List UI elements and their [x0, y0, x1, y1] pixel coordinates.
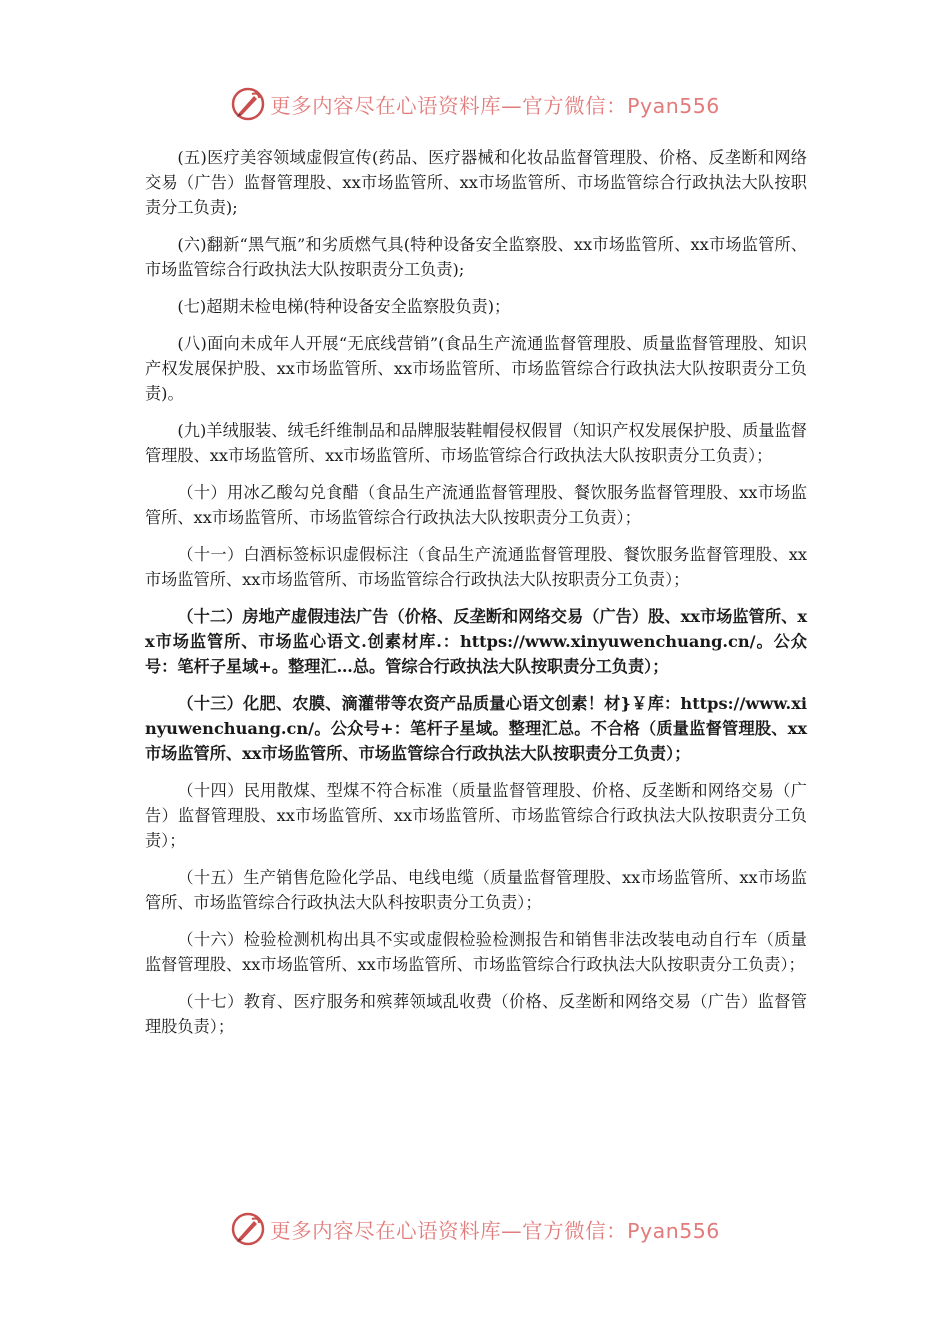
paragraph-item-15: （十五）生产销售危险化学品、电线电缆（质量监督管理股、xx市场监管所、xx市场监管所、市场监管综合行政执法大队科按职责分工负责）；	[145, 868, 807, 912]
paragraph-item-12: （十二）房地产虚假违法广告（价格、反垄断和网络交易（广告）股、xx市场监管所、xx市场监管所、市场监心语文.创素材库.：https://www.xinyuwenchuang.cn/。公众号：笔杆子星域+。整理汇…总。管综合行政执法大队按职责分工负责）；	[145, 607, 807, 676]
banner-text: 更多内容尽在心语资料库—官方微信：Pyan556	[270, 1219, 720, 1243]
paragraph-item-5: (五)医疗美容领域虚假宣传(药品、医疗器械和化妆品监督管理股、价格、反垄断和网络交易（广告）监督管理股、xx市场监管所、xx市场监管所、市场监管综合行政执法大队按职责分工负责);	[145, 148, 807, 217]
paragraph-item-13: （十三）化肥、农膜、滴灌带等农资产品质量心语文创素！材}￥库：https://www.xinyuwenchuang.cn/。公众号+：笔杆子星域。整理汇总。不合格（质量监督管理股、xx市场监管所、xx市场监管所、市场监管综合行政执法大队按职责分工负责）；	[145, 694, 807, 763]
banner-text: 更多内容尽在心语资料库—官方微信：Pyan556	[270, 94, 720, 118]
footer-banner	[0, 1209, 950, 1249]
paragraph-item-6: (六)翻新“黑气瓶”和劣质燃气具(特种设备安全监察股、xx市场监管所、xx市场监管所、市场监管综合行政执法大队按职责分工负责);	[145, 235, 807, 279]
paragraph-item-7: (七)超期未检电梯(特种设备安全监察股负责)；	[177, 297, 511, 316]
paragraph-item-8: (八)面向未成年人开展“无底线营销”(食品生产流通监督管理股、质量监督管理股、知识产权发展保护股、xx市场监管所、xx市场监管所、市场监管综合行政执法大队按职责分工负责)。	[145, 334, 807, 403]
paragraph-item-9: (九)羊绒服装、绒毛纤维制品和品牌服装鞋帽侵权假冒（知识产权发展保护股、质量监督管理股、xx市场监管所、xx市场监管所、市场监管综合行政执法大队按职责分工负责）；	[145, 421, 807, 465]
paragraph-item-16: （十六）检验检测机构出具不实或虚假检验检测报告和销售非法改装电动自行车（质量监督管理股、xx市场监管所、xx市场监管所、市场监管综合行政执法大队按职责分工负责）；	[145, 930, 807, 974]
pen-logo-icon	[230, 1211, 266, 1247]
paragraph-item-10: （十）用冰乙酸勾兑食醋（食品生产流通监督管理股、餐饮服务监督管理股、xx市场监管所、xx市场监管所、市场监管综合行政执法大队按职责分工负责）；	[145, 483, 807, 527]
document-body	[145, 145, 807, 1051]
paragraph-item-14: （十四）民用散煤、型煤不符合标准（质量监督管理股、价格、反垄断和网络交易（广告）监督管理股、xx市场监管所、xx市场监管所、市场监管综合行政执法大队按职责分工负责）；	[145, 781, 807, 850]
pen-logo-icon	[230, 86, 266, 122]
header-banner	[0, 84, 950, 124]
paragraph-item-17: （十七）教育、医疗服务和殡葬领域乱收费（价格、反垄断和网络交易（广告）监督管理股负责）；	[145, 992, 807, 1036]
paragraph-item-11: （十一）白酒标签标识虚假标注（食品生产流通监督管理股、餐饮服务监督管理股、xx市场监管所、xx市场监管所、市场监管综合行政执法大队按职责分工负责）；	[145, 545, 807, 589]
